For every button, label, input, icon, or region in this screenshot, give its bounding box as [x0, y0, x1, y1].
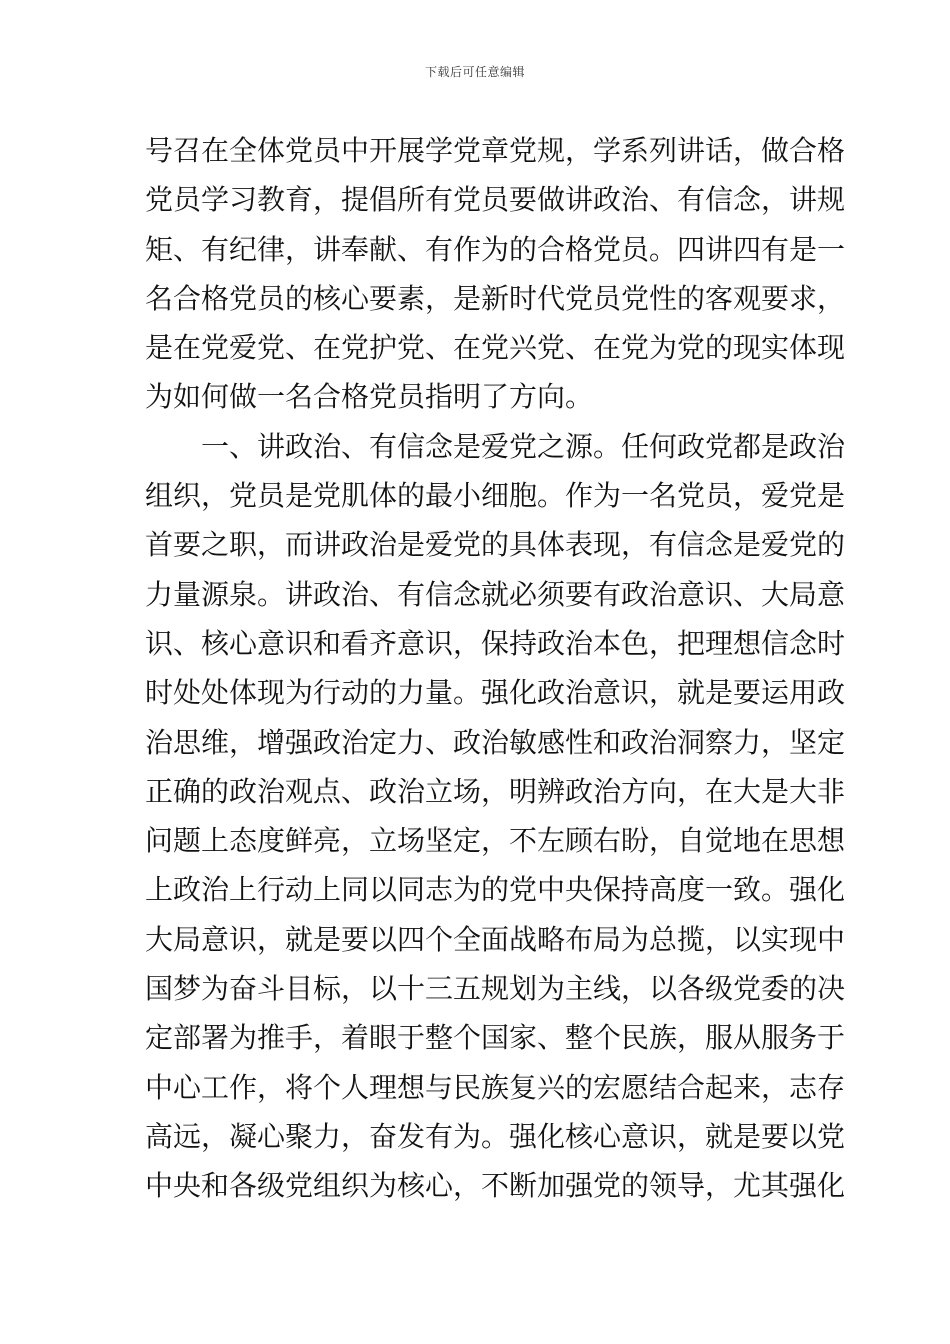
text-line: 号召在全体党员中开展学党章党规，学系列讲话，做合格: [145, 134, 846, 167]
text-line: 时处处体现为行动的力量。强化政治意识，就是要运用政: [145, 676, 846, 710]
text-line: 中央和各级党组织为核心，不断加强党的领导，尤其强化: [145, 1169, 846, 1203]
text-line: 问题上态度鲜亮，立场坚定，不左顾右盼，自觉地在思想: [145, 824, 846, 858]
text-line: 是在党爱党、在党护党、在党兴党、在党为党的现实体现: [145, 331, 846, 365]
text-line: 首要之职，而讲政治是爱党的具体表现，有信念是爱党的: [145, 528, 846, 562]
text-line: 力量源泉。讲政治、有信念就必须要有政治意识、大局意: [145, 577, 846, 611]
text-line: 名合格党员的核心要素，是新时代党员党性的客观要求，: [145, 281, 846, 315]
text-line: 矩、有纪律，讲奉献、有作为的合格党员。四讲四有是一: [145, 232, 846, 266]
text-line: 为如何做一名合格党员指明了方向。: [145, 380, 594, 414]
text-line: 定部署为推手，着眼于整个国家、整个民族，服从服务于: [145, 1021, 846, 1055]
text-line: 识、核心意识和看齐意识，保持政治本色，把理想信念时: [145, 626, 846, 660]
text-line: 一、讲政治、有信念是爱党之源。任何政党都是政治: [145, 429, 846, 463]
text-line: 国梦为奋斗目标，以十三五规划为主线，以各级党委的决: [145, 972, 846, 1006]
body-text: [145, 126, 846, 1211]
text-line: 组织，党员是党肌体的最小细胞。作为一名党员，爱党是: [145, 479, 846, 513]
text-line: 高远，凝心聚力，奋发有为。强化核心意识，就是要以党: [145, 1119, 846, 1153]
text-line: 大局意识，就是要以四个全面战略布局为总揽，以实现中: [145, 922, 846, 956]
page-header: 下载后可任意编辑: [424, 65, 525, 79]
text-line: 上政治上行动上同以同志为的党中央保持高度一致。强化: [145, 873, 846, 907]
text-line: 正确的政治观点、政治立场，明辨政治方向，在大是大非: [145, 774, 846, 808]
text-line: 党员学习教育，提倡所有党员要做讲政治、有信念，讲规: [145, 183, 846, 217]
text-line: 治思维，增强政治定力、政治敏感性和政治洞察力，坚定: [145, 725, 846, 759]
text-line: 中心工作，将个人理想与民族复兴的宏愿结合起来，志存: [145, 1070, 846, 1104]
